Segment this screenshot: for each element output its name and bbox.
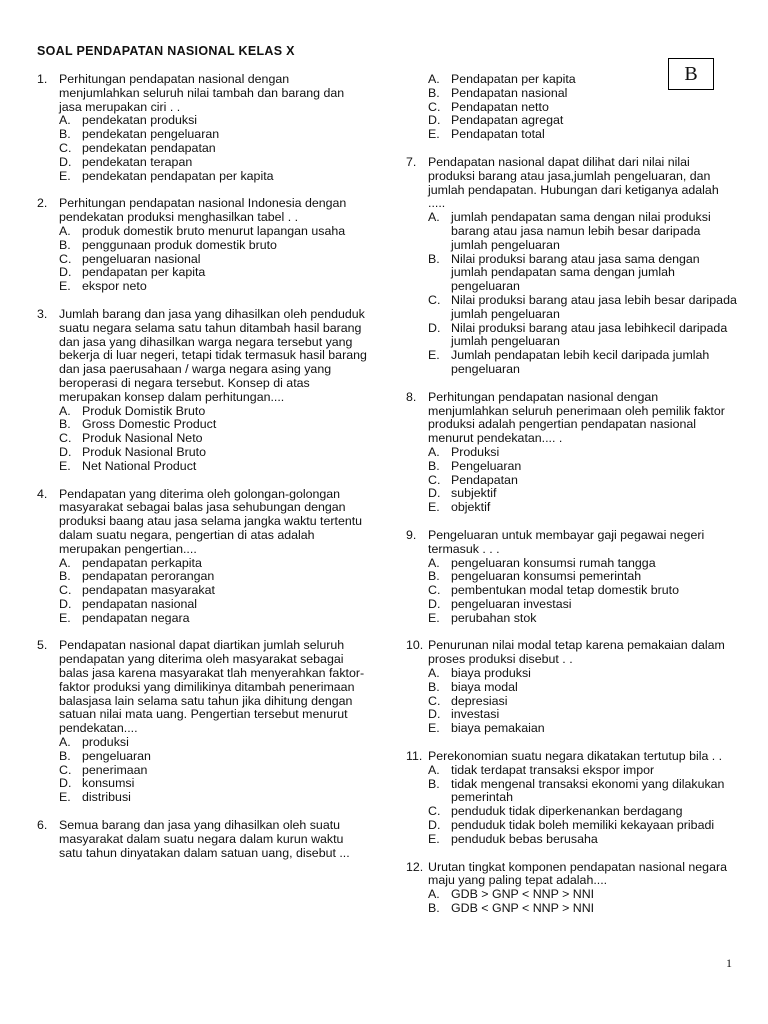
answer-option — [428, 501, 738, 515]
option-letter: C. — [428, 693, 441, 708]
answer-option — [59, 418, 369, 432]
document-title: SOAL PENDAPATAN NASIONAL KELAS X — [37, 44, 295, 58]
answer-option — [428, 474, 738, 488]
option-text: Produk Nasional Neto — [82, 431, 203, 446]
answer-option — [428, 349, 738, 377]
answer-option — [428, 87, 738, 101]
question-item — [406, 861, 738, 916]
question-item — [37, 308, 369, 474]
question-stem — [406, 861, 738, 889]
option-list — [37, 114, 369, 183]
answer-option — [428, 708, 738, 722]
question-item — [37, 73, 369, 183]
question-stem — [406, 391, 738, 446]
question-item — [37, 197, 369, 294]
option-letter: A. — [59, 223, 71, 238]
option-text: pembentukan modal tetap domestik bruto — [451, 583, 679, 598]
option-letter: A. — [59, 403, 71, 418]
option-letter: B. — [59, 237, 71, 252]
question-number: 10. — [406, 638, 424, 653]
option-letter: C. — [428, 804, 441, 819]
option-text: pendapatan perkapita — [82, 555, 202, 570]
answer-option — [428, 253, 738, 294]
question-number: 8. — [406, 389, 417, 404]
question-number: 12. — [406, 859, 424, 874]
option-text: Nilai produksi barang atau jasa lebih besar daripada jumlah pengeluaran — [451, 292, 737, 321]
answer-option — [59, 156, 369, 170]
option-text: konsumsi — [82, 776, 135, 791]
answer-option — [428, 128, 738, 142]
answer-option — [59, 142, 369, 156]
option-letter: E. — [59, 790, 71, 805]
option-letter: D. — [59, 776, 72, 791]
option-text: penerimaan — [82, 762, 148, 777]
option-text: penduduk bebas berusaha — [451, 831, 598, 846]
answer-option — [428, 681, 738, 695]
option-letter: B. — [428, 776, 440, 791]
option-text: pengeluaran konsumsi rumah tangga — [451, 555, 656, 570]
option-text: tidak terdapat transaksi ekspor impor — [451, 762, 655, 777]
question-stem — [37, 488, 369, 557]
option-text: pengeluaran nasional — [82, 251, 201, 266]
option-text: biaya pemakaian — [451, 721, 545, 736]
option-text: pendekatan produksi — [82, 113, 198, 128]
option-letter: B. — [428, 251, 440, 266]
answer-option — [59, 170, 369, 184]
option-letter: C. — [428, 292, 441, 307]
question-item — [37, 639, 369, 805]
question-text: Jumlah barang dan jasa yang dihasilkan oleh penduduk suatu negara selama satu tahun ditambah hasil barang dan jasa yang dihasilkan warga negara tersebut yang bekerja di luar negeri, tetapi tidak termasuk hasil barang dan jasa paerusahaan / warga negara asing yang beroperasi di negara tersebut. Konsep di atas merupakan konsep dalam perhitungan.... — [59, 306, 367, 404]
option-text: pendekatan pendapatan per kapita — [82, 168, 274, 183]
option-letter: D. — [428, 486, 441, 501]
option-text: investasi — [451, 707, 500, 722]
answer-option — [428, 805, 738, 819]
answer-option — [428, 722, 738, 736]
option-list — [406, 446, 738, 515]
option-text: Produk Domistik Bruto — [82, 403, 206, 418]
option-letter: B. — [428, 569, 440, 584]
question-text: Pendapatan nasional dapat diartikan jumlah seluruh pendapatan yang diterima oleh masyarakat sebagai balas jasa karena masyarakat tlah menyerahkan faktor-faktor produksi yang dimilikinya ditambah penerimaan balasjasa lain selama satu tahun jika dihitung dengan satuan nilai mata uang. Pengertian tersebut menurut pendekatan.... — [59, 638, 365, 736]
option-letter: B. — [428, 679, 440, 694]
question-item — [406, 750, 738, 847]
option-text: pendapatan nasional — [82, 596, 198, 611]
option-text: pendapatan perorangan — [82, 569, 215, 584]
option-letter: E. — [428, 721, 440, 736]
option-letter: E. — [428, 127, 440, 142]
answer-option — [428, 612, 738, 626]
question-item — [406, 73, 738, 142]
option-letter: E. — [428, 610, 440, 625]
option-list — [406, 73, 738, 142]
option-text: Nilai produksi barang atau jasa lebihkecil daripada jumlah pengeluaran — [451, 320, 728, 349]
option-text: biaya modal — [451, 679, 518, 694]
answer-option — [428, 114, 738, 128]
option-letter: E. — [59, 610, 71, 625]
option-text: objektif — [451, 500, 491, 515]
option-text: Pendapatan netto — [451, 99, 549, 114]
option-letter: D. — [428, 320, 441, 335]
option-text: depresiasi — [451, 693, 508, 708]
option-text: pengeluaran investasi — [451, 596, 572, 611]
option-letter: C. — [428, 583, 441, 598]
option-list — [37, 736, 369, 805]
option-letter: A. — [428, 762, 440, 777]
question-item — [37, 488, 369, 626]
option-text: produksi — [82, 735, 129, 750]
option-letter: C. — [59, 583, 72, 598]
option-text: Produk Nasional Bruto — [82, 444, 206, 459]
option-letter: C. — [59, 140, 72, 155]
option-list — [406, 557, 738, 626]
page-number: 1 — [726, 956, 732, 970]
option-text: Gross Domestic Product — [82, 417, 217, 432]
answer-option — [59, 266, 369, 280]
option-letter: D. — [428, 707, 441, 722]
option-text: pendapatan negara — [82, 610, 190, 625]
answer-option — [59, 128, 369, 142]
answer-option — [428, 764, 738, 778]
question-number: 3. — [37, 306, 48, 321]
option-text: pendekatan terapan — [82, 154, 193, 169]
question-text: Pendapatan yang diterima oleh golongan-golongan masyarakat sebagai balas jasa sehubungan dengan produksi baang atau jasa selama jangka waktu tertentu dalam suatu negara, pengertian di atas adalah merupakan pengertian.... — [59, 486, 363, 556]
right-column — [406, 73, 738, 930]
answer-option — [59, 750, 369, 764]
option-text: Pengeluaran — [451, 458, 522, 473]
option-text: pendapatan masyarakat — [82, 583, 215, 598]
question-stem — [406, 529, 738, 557]
option-letter: B. — [59, 127, 71, 142]
question-number: 9. — [406, 527, 417, 542]
option-letter: A. — [428, 887, 440, 902]
version-label: B — [684, 62, 698, 85]
answer-option — [59, 280, 369, 294]
option-text: pendekatan pengeluaran — [82, 127, 220, 142]
answer-option — [428, 446, 738, 460]
question-text: Pendapatan nasional dapat dilihat dari nilai nilai produksi barang atau jasa,jumlah pengeluaran, dan jumlah pendapatan. Hubungan dari ketiganya adalah ..... — [428, 154, 719, 211]
answer-option — [428, 557, 738, 571]
question-number: 7. — [406, 154, 417, 169]
option-text: GDB > GNP < NNP > NNI — [451, 887, 595, 902]
option-text: Jumlah pendapatan lebih kecil daripada jumlah pengeluaran — [451, 348, 710, 376]
answer-option — [428, 322, 738, 350]
answer-option — [428, 101, 738, 115]
question-text: Semua barang dan jasa yang dihasilkan oleh suatu masyarakat dalam suatu negara dalam kurun waktu satu tahun dinyatakan dalam satuan uang, disebut ... — [59, 818, 350, 860]
option-text: Produksi — [451, 444, 500, 459]
option-text: Pendapatan agregat — [451, 113, 564, 128]
question-number: 4. — [37, 486, 48, 501]
answer-option — [428, 833, 738, 847]
option-list — [37, 557, 369, 626]
question-stem — [37, 308, 369, 405]
option-letter: D. — [428, 596, 441, 611]
question-text: Perhitungan pendapatan nasional Indonesia dengan pendekatan produksi menghasilkan tabel . . — [59, 196, 347, 225]
question-item — [406, 529, 738, 626]
answer-option — [59, 557, 369, 571]
answer-option — [59, 253, 369, 267]
option-list — [406, 211, 738, 377]
answer-option — [428, 570, 738, 584]
option-text: distribusi — [82, 790, 131, 805]
option-list — [406, 764, 738, 847]
option-letter: D. — [59, 265, 72, 280]
option-letter: A. — [428, 210, 440, 225]
answer-option — [428, 819, 738, 833]
option-letter: B. — [59, 569, 71, 584]
question-item — [37, 819, 369, 860]
answer-option — [59, 612, 369, 626]
question-text: Perekonomian suatu negara dikatakan tertutup bila . . — [428, 749, 723, 764]
answer-option — [428, 888, 738, 902]
option-text: biaya produksi — [451, 666, 531, 681]
answer-option — [59, 570, 369, 584]
option-letter: A. — [428, 666, 440, 681]
answer-option — [59, 432, 369, 446]
option-letter: E. — [59, 458, 71, 473]
option-letter: E. — [59, 279, 71, 294]
answer-option — [428, 778, 738, 806]
option-letter: B. — [428, 458, 440, 473]
option-list — [406, 888, 738, 916]
answer-option — [59, 460, 369, 474]
question-text: Perhitungan pendapatan nasional dengan menjumlahkan seluruh penerimaan oleh pemilik faktor produksi adalah pengertian pendapatan nasional menurut pendekatan.... . — [428, 389, 725, 446]
option-text: pengeluaran — [82, 748, 151, 763]
option-letter: A. — [428, 72, 440, 86]
option-text: Pendapatan total — [451, 127, 545, 142]
question-stem — [37, 639, 369, 736]
option-letter: B. — [59, 748, 71, 763]
answer-option — [428, 73, 738, 87]
question-stem — [37, 73, 369, 114]
option-letter: D. — [59, 444, 72, 459]
option-text: penduduk tidak diperkenankan berdagang — [451, 804, 683, 819]
answer-option — [428, 695, 738, 709]
option-text: GDB < GNP < NNP > NNI — [451, 901, 595, 916]
option-letter: A. — [59, 555, 71, 570]
question-stem — [37, 197, 369, 225]
option-text: Pendapatan nasional — [451, 85, 568, 100]
answer-option — [59, 764, 369, 778]
option-letter: E. — [428, 348, 440, 363]
option-text: pendekatan pendapatan — [82, 140, 216, 155]
question-number: 11. — [406, 749, 423, 764]
question-number: 2. — [37, 196, 48, 211]
option-letter: E. — [59, 168, 71, 183]
answer-option — [59, 791, 369, 805]
answer-option — [428, 667, 738, 681]
option-letter: B. — [428, 901, 440, 916]
question-stem — [37, 819, 369, 860]
question-item — [406, 156, 738, 377]
option-list — [406, 667, 738, 736]
answer-option — [428, 487, 738, 501]
left-column — [37, 73, 369, 874]
question-number: 6. — [37, 818, 48, 833]
option-text: jumlah pendapatan sama dengan nilai produksi barang atau jasa namun lebih besar daripada jumlah pengeluaran — [451, 210, 711, 252]
answer-option — [59, 584, 369, 598]
question-text: Urutan tingkat komponen pendapatan nasional negara maju yang paling tepat adalah.... — [428, 859, 727, 888]
option-text: Pendapatan per kapita — [451, 72, 576, 86]
option-text: perubahan stok — [451, 610, 537, 625]
answer-option — [59, 405, 369, 419]
answer-option — [59, 446, 369, 460]
option-text: penggunaan produk domestik bruto — [82, 237, 277, 252]
option-letter: C. — [59, 762, 72, 777]
question-number: 5. — [37, 638, 48, 653]
option-letter: B. — [59, 417, 71, 432]
answer-option — [428, 460, 738, 474]
question-text: Perhitungan pendapatan nasional dengan menjumlahkan seluruh nilai tambah dan barang dan jasa merupakan ciri . . — [59, 72, 345, 114]
option-letter: D. — [428, 818, 441, 833]
option-text: pengeluaran konsumsi pemerintah — [451, 569, 642, 584]
option-letter: D. — [59, 596, 72, 611]
answer-option — [59, 225, 369, 239]
option-letter: E. — [428, 831, 440, 846]
answer-option — [59, 598, 369, 612]
option-letter: A. — [428, 444, 440, 459]
option-letter: C. — [428, 99, 441, 114]
question-text: Penurunan nilai modal tetap karena pemakaian dalam proses produksi disebut . . — [428, 638, 725, 667]
answer-option — [59, 777, 369, 791]
question-text: Pengeluaran untuk membayar gaji pegawai negeri termasuk . . . — [428, 527, 705, 556]
option-text: produk domestik bruto menurut lapangan usaha — [82, 223, 346, 238]
answer-option — [59, 736, 369, 750]
question-stem — [406, 156, 738, 211]
option-letter: D. — [428, 113, 441, 128]
question-item — [406, 639, 738, 736]
option-text: tidak mengenal transaksi ekonomi yang dilakukan pemerintah — [451, 776, 725, 805]
question-stem — [406, 639, 738, 667]
question-number: 1. — [37, 72, 48, 86]
question-item — [406, 391, 738, 515]
option-letter: A. — [428, 555, 440, 570]
option-letter: E. — [428, 500, 440, 515]
option-list — [37, 225, 369, 294]
option-text: pendapatan per kapita — [82, 265, 206, 280]
option-text: Net National Product — [82, 458, 197, 473]
option-text: Pendapatan — [451, 472, 518, 487]
option-text: Nilai produksi barang atau jasa sama dengan jumlah pendapatan sama dengan jumlah pengeluaran — [451, 251, 700, 294]
option-text: ekspor neto — [82, 279, 147, 294]
question-stem — [406, 750, 738, 764]
option-letter: B. — [428, 85, 440, 100]
answer-option — [59, 239, 369, 253]
option-letter: A. — [59, 735, 71, 750]
answer-option — [428, 584, 738, 598]
answer-option — [428, 294, 738, 322]
answer-option — [428, 598, 738, 612]
answer-option — [428, 211, 738, 252]
option-letter: C. — [59, 431, 72, 446]
option-letter: C. — [59, 251, 72, 266]
option-list — [37, 405, 369, 474]
option-letter: A. — [59, 113, 71, 128]
answer-option — [428, 902, 738, 916]
option-letter: D. — [59, 154, 72, 169]
option-text: subjektif — [451, 486, 497, 501]
answer-option — [59, 114, 369, 128]
option-letter: C. — [428, 472, 441, 487]
option-text: penduduk tidak boleh memiliki kekayaan pribadi — [451, 818, 715, 833]
